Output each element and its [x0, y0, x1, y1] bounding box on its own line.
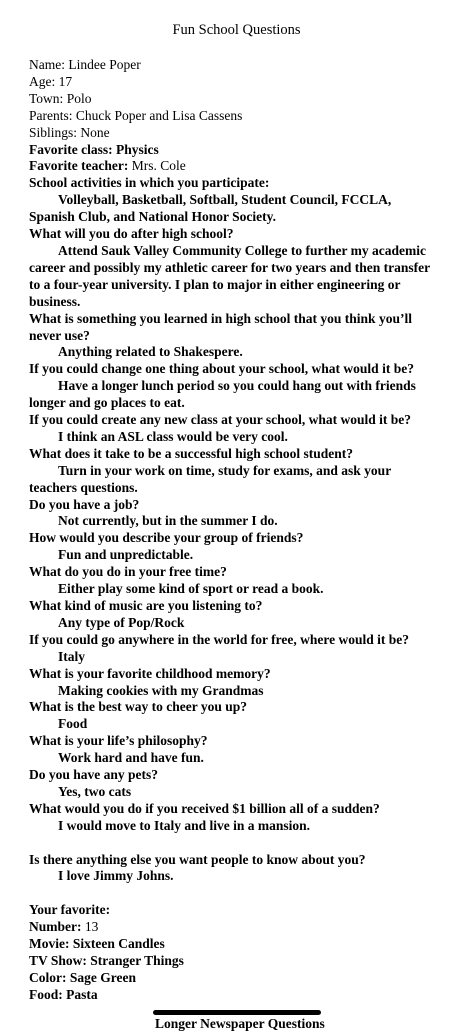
favorite-class-line: Favorite class: Physics	[29, 141, 159, 157]
answer: longer and go places to eat.	[29, 395, 185, 411]
question: Do you have a job?	[29, 496, 140, 512]
favorite-tv-line: TV Show: Stranger Things	[29, 953, 184, 968]
question: Do you have any pets?	[29, 767, 159, 783]
answer: Food	[58, 716, 88, 732]
question: If you could create any new class at your school, what would it be?	[29, 412, 412, 428]
question: What is something you learned in high school that you think you’ll	[29, 310, 412, 326]
answer: Fun and unpredictable.	[58, 547, 194, 563]
question: How would you describe your group of friends?	[29, 530, 304, 546]
answer: Volleyball, Basketball, Softball, Student Council, FCCLA,	[58, 192, 392, 208]
answer: business.	[29, 293, 81, 309]
answer: Spanish Club, and National Honor Society.	[29, 209, 276, 225]
question: What is your life’s philosophy?	[29, 733, 208, 749]
next-section-heading: Longer Newspaper Questions	[155, 1016, 325, 1031]
answer: Not currently, but in the summer I do.	[58, 513, 278, 529]
home-indicator[interactable]	[153, 1010, 321, 1015]
answer: I would move to Italy and live in a mansion.	[58, 817, 311, 833]
answer: I love Jimmy Johns.	[58, 868, 174, 884]
answer: Any type of Pop/Rock	[58, 614, 185, 630]
spacer	[29, 885, 467, 902]
favorite-teacher-line: Favorite teacher: Mrs. Cole	[29, 158, 186, 174]
question: What will you do after high school?	[29, 226, 234, 242]
answer: Attend Sauk Valley Community College to further my academic	[58, 242, 426, 258]
question: What is the best way to cheer you up?	[29, 699, 248, 715]
question: School activities in which you participate:	[29, 175, 270, 191]
favorites-heading: Your favorite:	[29, 902, 111, 918]
spacer	[29, 835, 467, 852]
answer: teachers questions.	[29, 479, 138, 495]
favorite-movie-line: Movie: Sixteen Candles	[29, 936, 165, 952]
question: What would you do if you received $1 billion all of a sudden?	[29, 800, 380, 816]
favorite-food-line: Food: Pasta	[29, 986, 98, 1002]
answer: Making cookies with my Grandmas	[58, 682, 264, 698]
document-body	[29, 57, 467, 1004]
answer: Italy	[58, 648, 85, 664]
name-line: Name: Lindee Poper	[29, 57, 141, 72]
favorite-color-line: Color: Sage Green	[29, 969, 136, 985]
answer: Work hard and have fun.	[58, 750, 204, 766]
question: If you could change one thing about your school, what would it be?	[29, 361, 414, 377]
question: What is your favorite childhood memory?	[29, 665, 271, 681]
answer: Anything related to Shakespere.	[58, 344, 243, 360]
question: Is there anything else you want people to know about you?	[29, 851, 366, 867]
town-line: Town: Polo	[29, 90, 92, 106]
question: If you could go anywhere in the world for free, where would it be?	[29, 631, 409, 647]
answer: Have a longer lunch period so you could hang out with friends	[58, 378, 416, 394]
siblings-line: Siblings: None	[29, 124, 110, 140]
question: What does it take to be a successful high school student?	[29, 445, 354, 461]
question: never use?	[29, 327, 90, 343]
answer: Either play some kind of sport or read a book.	[58, 581, 324, 597]
document-title: Fun School Questions	[172, 22, 301, 38]
answer: I think an ASL class would be very cool.	[58, 428, 288, 444]
question: What do you do in your free time?	[29, 564, 227, 580]
answer: Turn in your work on time, study for exams, and ask your	[58, 462, 392, 478]
age-line: Age: 17	[29, 73, 73, 89]
question: What kind of music are you listening to?	[29, 598, 263, 613]
answer: to a four-year university. I plan to major in either engineering or	[29, 276, 401, 292]
favorite-number-line: Number: 13	[29, 919, 99, 935]
answer: career and possibly my athletic career for two years and then transfer	[29, 259, 431, 275]
answer: Yes, two cats	[58, 783, 132, 799]
parents-line: Parents: Chuck Poper and Lisa Cassens	[29, 107, 243, 123]
